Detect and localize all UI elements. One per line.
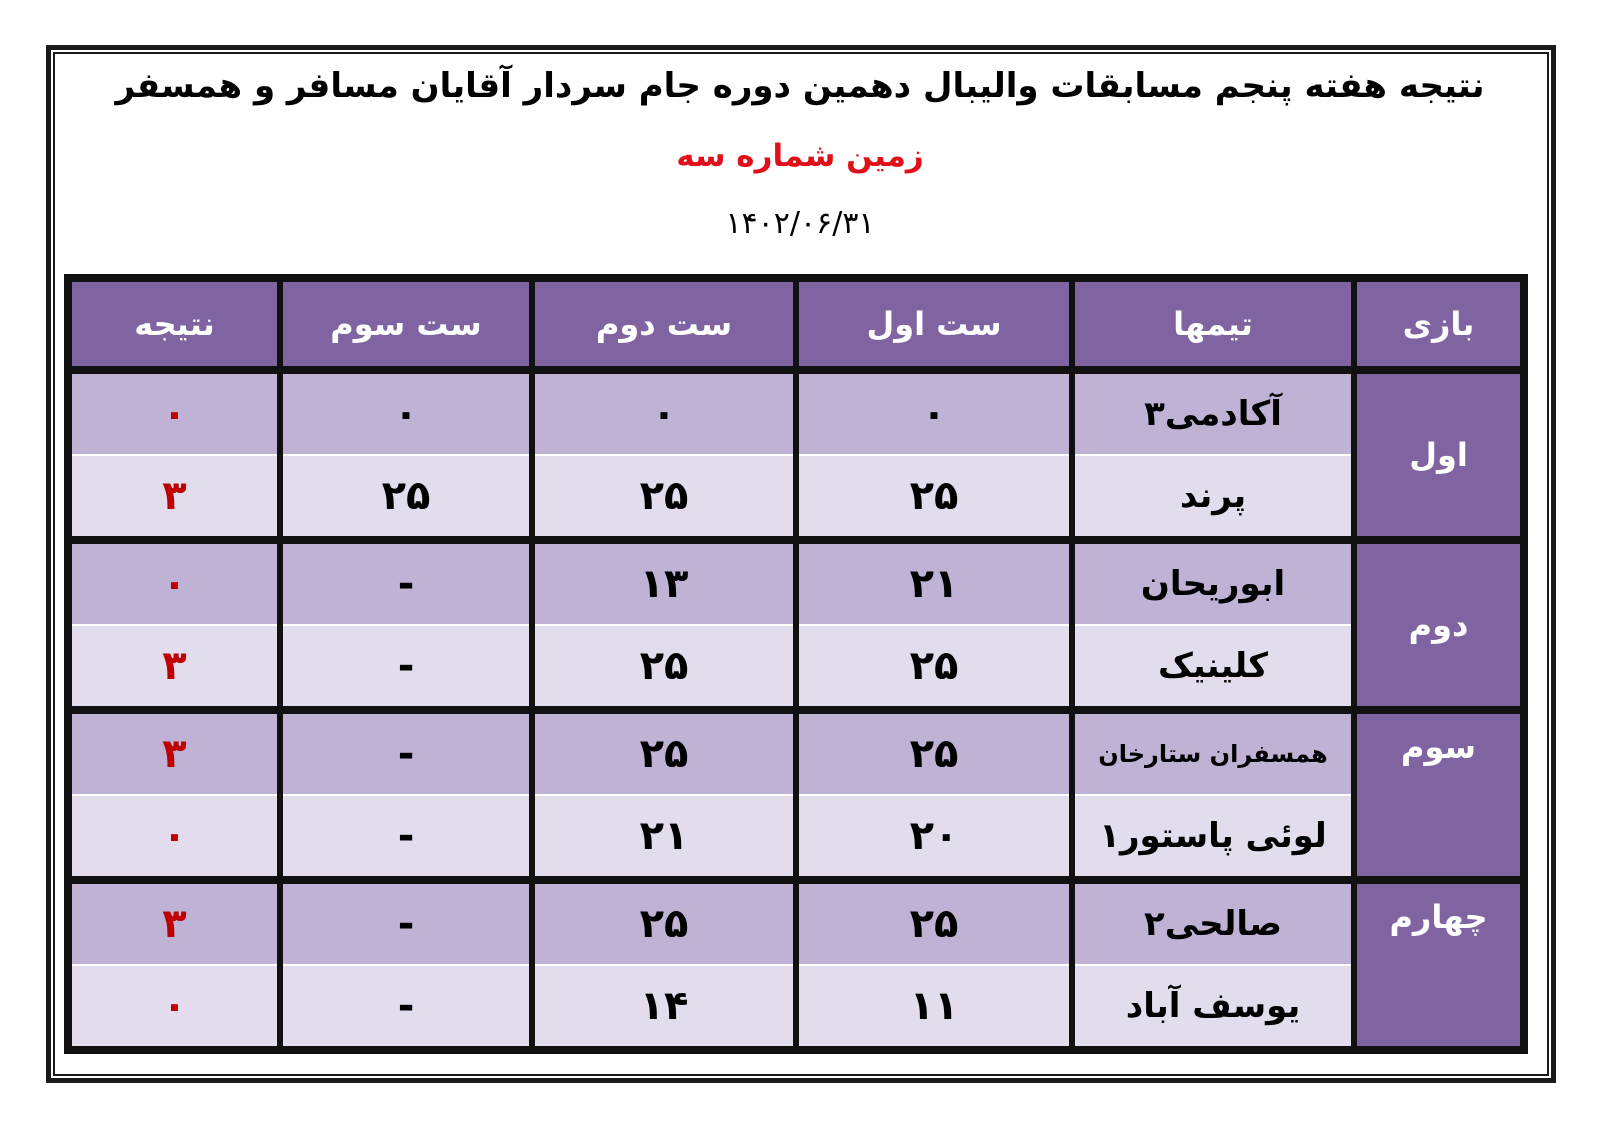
team-name: ابوریحان bbox=[1072, 540, 1354, 625]
table-row bbox=[72, 880, 1520, 965]
team-name: پرند bbox=[1072, 455, 1354, 540]
set1-score: ۱۱ bbox=[796, 965, 1072, 1046]
game-label: چهارم bbox=[1354, 880, 1520, 1046]
page-title: نتیجه هفته پنجم مسابقات والیبال دهمین دوره جام سردار آقایان مسافر و همسفر bbox=[115, 66, 1485, 106]
set3-score: - bbox=[280, 625, 532, 710]
table-row bbox=[72, 710, 1520, 795]
set2-score: ۲۵ bbox=[532, 880, 796, 965]
set3-score: - bbox=[280, 710, 532, 795]
set2-score: ۱۳ bbox=[532, 540, 796, 625]
date-label: ۱۴۰۲/۰۶/۳۱ bbox=[725, 206, 875, 241]
set3-score: ۰ bbox=[280, 370, 532, 455]
team-name: آکادمی۳ bbox=[1072, 370, 1354, 455]
set1-score: ۰ bbox=[796, 370, 1072, 455]
header-teams: تیمها bbox=[1072, 282, 1354, 370]
set3-score: - bbox=[280, 795, 532, 880]
header-set2: ست دوم bbox=[532, 282, 796, 370]
table-row bbox=[72, 965, 1520, 1046]
team-name: صالحی۲ bbox=[1072, 880, 1354, 965]
table-row bbox=[72, 540, 1520, 625]
header-result: نتیجه bbox=[72, 282, 280, 370]
team-name: لوئی پاستور۱ bbox=[1072, 795, 1354, 880]
team-name: یوسف آباد bbox=[1072, 965, 1354, 1046]
results-table bbox=[72, 282, 1520, 1046]
set2-score: ۲۱ bbox=[532, 795, 796, 880]
set2-score: ۰ bbox=[532, 370, 796, 455]
result-score: ۳ bbox=[72, 625, 280, 710]
result-score: ۳ bbox=[72, 880, 280, 965]
set1-score: ۲۱ bbox=[796, 540, 1072, 625]
set2-score: ۲۵ bbox=[532, 455, 796, 540]
set3-score: - bbox=[280, 965, 532, 1046]
result-score: ۰ bbox=[72, 795, 280, 880]
header-game: بازی bbox=[1354, 282, 1520, 370]
table-header-row bbox=[72, 282, 1520, 370]
game-label: دوم bbox=[1354, 540, 1520, 710]
set1-score: ۲۵ bbox=[796, 455, 1072, 540]
game-label: اول bbox=[1354, 370, 1520, 540]
header-set3: ست سوم bbox=[280, 282, 532, 370]
team-name: همسفران ستارخان bbox=[1072, 710, 1354, 795]
set1-score: ۲۵ bbox=[796, 880, 1072, 965]
court-subtitle: زمین شماره سه bbox=[676, 138, 924, 174]
table-row bbox=[72, 795, 1520, 880]
set2-score: ۲۵ bbox=[532, 710, 796, 795]
result-score: ۳ bbox=[72, 455, 280, 540]
results-table-frame bbox=[64, 274, 1528, 1054]
header-set1: ست اول bbox=[796, 282, 1072, 370]
set1-score: ۲۰ bbox=[796, 795, 1072, 880]
set3-score: ۲۵ bbox=[280, 455, 532, 540]
set3-score: - bbox=[280, 880, 532, 965]
result-score: ۰ bbox=[72, 540, 280, 625]
set1-score: ۲۵ bbox=[796, 625, 1072, 710]
table-row bbox=[72, 625, 1520, 710]
set1-score: ۲۵ bbox=[796, 710, 1072, 795]
team-name: کلینیک bbox=[1072, 625, 1354, 710]
result-score: ۰ bbox=[72, 370, 280, 455]
result-score: ۰ bbox=[72, 965, 280, 1046]
table-row bbox=[72, 370, 1520, 455]
game-label: سوم bbox=[1354, 710, 1520, 880]
table-row bbox=[72, 455, 1520, 540]
set2-score: ۲۵ bbox=[532, 625, 796, 710]
result-score: ۳ bbox=[72, 710, 280, 795]
set3-score: - bbox=[280, 540, 532, 625]
set2-score: ۱۴ bbox=[532, 965, 796, 1046]
